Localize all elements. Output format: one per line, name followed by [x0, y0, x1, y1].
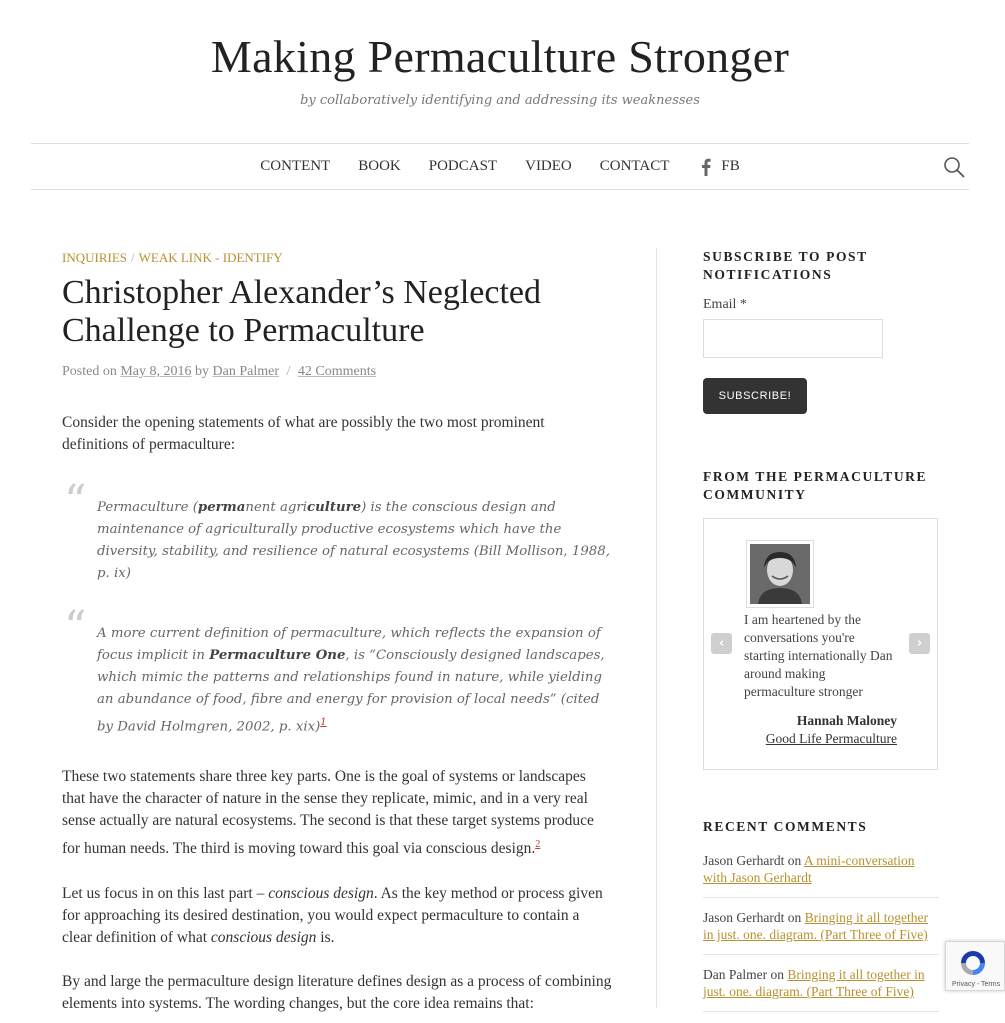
- blockquote-mollison: “ Permaculture (permanent agriculture) is the conscious design and maintenance of agriculturally productive ecosystems which have the diversity, stability, and resilience of natural ecosystems (Bill Mollison, 1988, p. ix): [64, 476, 610, 581]
- nav-item-contact[interactable]: CONTACT: [599, 158, 670, 174]
- testimonial-name: Hannah Maloney: [796, 713, 897, 728]
- community-widget: [703, 468, 939, 770]
- posted-on-label: Posted on: [62, 364, 117, 379]
- testimonial-org-link[interactable]: Good Life Permaculture: [765, 731, 897, 746]
- recaptcha-icon: [958, 948, 988, 978]
- paragraph-conscious-design: Let us focus in on this last part – conscious design. As the key method or process given for approaching its desired destination, you would expect permaculture to contain a clear definition of what conscious design is.: [62, 884, 603, 946]
- paragraph-three-parts: These two statements share three key parts. One is the goal of systems or landscapes that have the character of nature in the sense they replicate, mimic, and in a very real sense actually are natural ecosystems. The second is that these target systems produce for human needs. The third is moving toward this goal via conscious design.$^2$: [62, 768, 594, 858]
- post-author-link[interactable]: Dan Palmer: [212, 364, 279, 379]
- quote-mark-icon: “: [64, 476, 87, 527]
- main-navigation: [31, 143, 969, 190]
- list-item: Jason Gerhardt on A mini-conversation with Jason Gerhardt: [703, 852, 939, 898]
- post-title-line2: Challenge to Permaculture: [62, 312, 425, 349]
- post-comments-link[interactable]: 42 Comments: [297, 364, 377, 379]
- comment-author: Dan Palmer: [703, 967, 768, 982]
- subscribe-button[interactable]: SUBSCRIBE!: [703, 378, 807, 414]
- recaptcha-privacy-terms[interactable]: Privacy - Terms: [952, 981, 1001, 988]
- category-link-weak-link[interactable]: WEAK LINK - IDENTIFY: [138, 250, 283, 265]
- recent-comments-widget: [703, 818, 939, 1012]
- list-item: Dan Palmer on Bringing it all together in just. one. diagram. (Part Three of Five): [703, 966, 939, 1012]
- search-icon[interactable]: [943, 156, 965, 178]
- subscribe-widget: [703, 248, 939, 414]
- site-header: [0, 0, 1000, 143]
- testimonial-quote: I am heartened by the conversations you're starting internationally Dan around making permaculture stronger: [744, 612, 893, 699]
- fb-label: FB: [721, 158, 740, 174]
- recent-comments-title: RECENT COMMENTS: [703, 819, 868, 834]
- by-label: by: [195, 364, 210, 379]
- content-divider: [656, 248, 657, 1008]
- nav-item-content[interactable]: CONTENT: [260, 158, 331, 174]
- comment-author: Jason Gerhardt: [703, 910, 785, 925]
- recaptcha-badge[interactable]: [945, 941, 1005, 991]
- blockquote-holmgren: “ A more current definition of permaculture, which reflects the expansion of focus implicit in Permaculture One, is “Consciously designed landscapes, which mimic the patterns and relationships found in nature, while yielding an abundance of food, fibre and energy for provision of local needs” (cited by David Holmgren, 2002, p. xix)$^1$: [64, 602, 605, 735]
- comment-author-link[interactable]: Jason Gerhardt: [703, 853, 785, 868]
- slider-prev-button[interactable]: ‹: [711, 633, 732, 654]
- post-content: [62, 250, 612, 1015]
- nav-item-video[interactable]: VIDEO: [525, 158, 572, 174]
- post-title: [62, 274, 612, 350]
- footnote-link-2[interactable]: 2: [535, 839, 541, 851]
- site-tagline: by collaboratively identifying and addressing its weaknesses: [300, 93, 700, 108]
- comment-post-link[interactable]: Bringing it all together in just. one. diagram. (Part Three of Five): [703, 967, 925, 999]
- post-date-link[interactable]: May 8, 2016: [120, 364, 192, 379]
- facebook-icon: [701, 158, 711, 176]
- subscribe-widget-title: SUBSCRIBE TO POST NOTIFICATIONS: [703, 249, 868, 282]
- footnote-link-1[interactable]: 1: [320, 717, 327, 728]
- testimonial-slider: [703, 518, 938, 770]
- list-item: Jason Gerhardt on Bringing it all together in just. one. diagram. (Part Three of Five): [703, 909, 939, 955]
- post-categories: INQUIRIES / WEAK LINK - IDENTIFY: [62, 250, 283, 265]
- paragraph-intro: Consider the opening statements of what are possibly the two most prominent definitions of permaculture:: [62, 414, 545, 453]
- post-meta: Posted on May 8, 2016 by Dan Palmer / 42 Comments: [62, 364, 377, 379]
- nav-item-podcast[interactable]: PODCAST: [428, 158, 498, 174]
- post-title-line1: Christopher Alexander’s Neglected: [62, 274, 542, 311]
- comment-post-link[interactable]: A mini-conversation with Jason Gerhardt: [703, 853, 915, 885]
- paragraph-design-literature: By and large the permaculture design literature defines design as a process of combining elements into systems. The wording changes, but the core idea remains that:: [62, 972, 612, 1012]
- avatar: [746, 540, 814, 608]
- nav-item-fb[interactable]: [701, 158, 739, 176]
- community-widget-title: FROM THE PERMACULTURE COMMUNITY: [703, 469, 928, 502]
- comment-post-link[interactable]: Bringing it all together in just. one. diagram. (Part Three of Five): [703, 910, 928, 942]
- email-label: Email *: [703, 297, 747, 312]
- avatar-photo: [750, 544, 810, 604]
- nav-item-book[interactable]: BOOK: [358, 158, 401, 174]
- sidebar: [703, 248, 939, 1023]
- slider-next-button[interactable]: ›: [909, 633, 930, 654]
- quote-mark-icon: “: [64, 602, 87, 653]
- email-field[interactable]: [703, 319, 883, 358]
- category-link-inquiries[interactable]: INQUIRIES: [62, 250, 127, 265]
- site-title[interactable]: Making Permaculture Stronger: [210, 31, 790, 82]
